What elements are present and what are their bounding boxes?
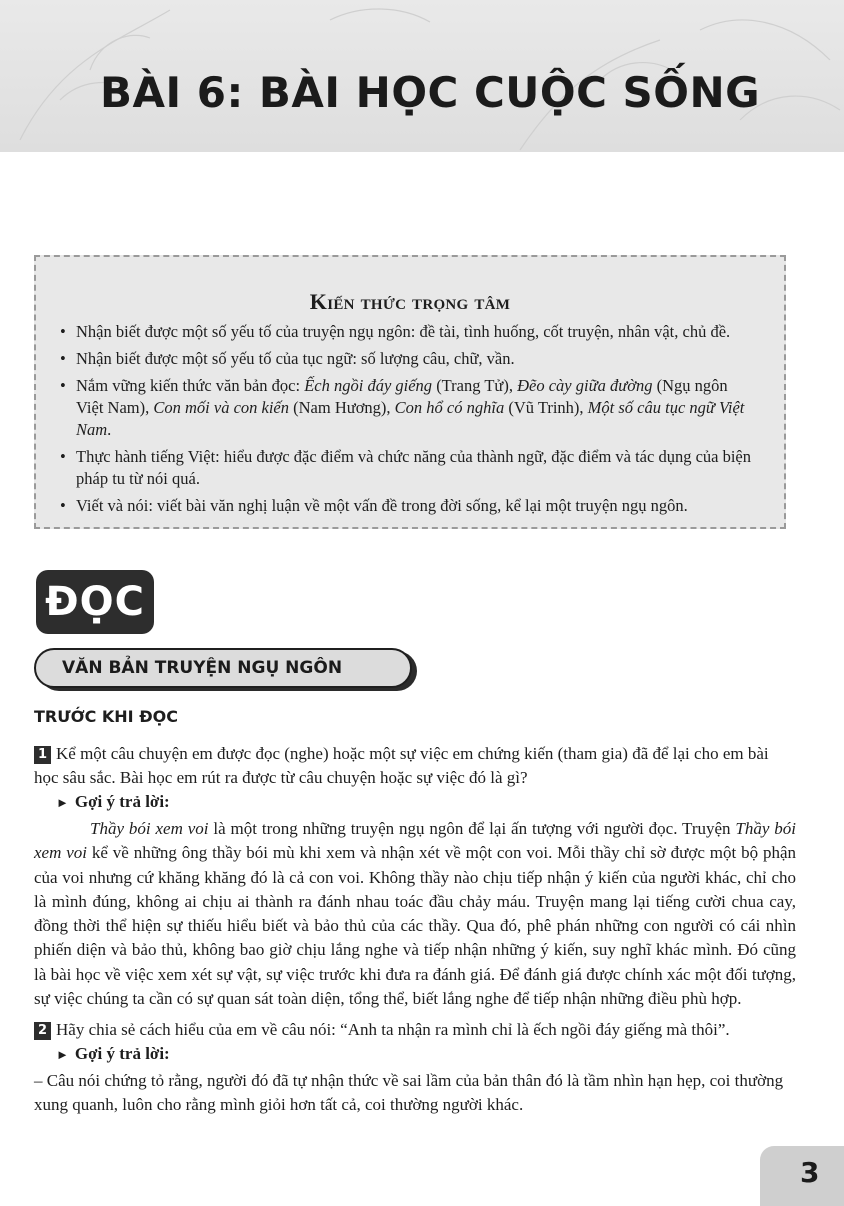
- question-1-prompt: [34, 742, 796, 790]
- answer-text: kể về những ông thầy bói mù khi xem và nhận xét về một con voi. Mỗi thầy chỉ sờ được một bộ phận của voi nhưng cứ khăng khăng đó là cả con voi. Không thầy nào chịu tiếp nhận ý kiến của người khác, chỉ cho là mình đúng, không ai chịu ai thành ra đánh nhau toác đầu chảy máu. Truyện mang lại tiếng cười chua cay, đồng thời thể hiện sự thiếu hiểu biết và bảo thủ của các thầy. Qua đó, phê phán những con người có cái nhìn phiến diện và bảo thủ, không bao giờ chịu lắng nghe và tiếp nhận những ý kiến, suy nghĩ khác mình. Đó cũng là bài học về việc xem xét sự vật, sự việc trước khi đưa ra đánh giá. Để đánh giá được chính xác một đối tượng, sự việc chúng ta cần có sự quan sát toàn diện, tổng thể, biết lắng nghe để tiếp nhận những điều phù hợp.: [34, 843, 796, 1009]
- answer-1: [34, 817, 796, 1011]
- key-knowledge-text: .: [107, 420, 112, 439]
- triangle-right-icon: ►: [56, 795, 69, 810]
- question-2-prompt: [34, 1018, 796, 1042]
- key-knowledge-list: [36, 321, 784, 517]
- bullet-icon: •: [60, 376, 66, 395]
- key-knowledge-text: Ếch ngồi đáy giếng: [304, 376, 433, 395]
- section-label: VĂN BẢN TRUYỆN NGỤ NGÔN: [62, 658, 343, 678]
- page-number: 3: [800, 1156, 820, 1189]
- hint-label-2: ► Gợi ý trả lời:: [56, 1044, 170, 1063]
- key-knowledge-text: (Vũ Trinh),: [504, 398, 588, 417]
- header-band: [0, 0, 844, 152]
- key-knowledge-text: Nhận biết được một số yếu tố của tục ngữ: số lượng câu, chữ, vần.: [76, 349, 515, 368]
- question-number-badge: 1: [34, 746, 51, 764]
- question-2: [34, 1018, 796, 1117]
- key-knowledge-item: [60, 348, 754, 370]
- key-knowledge-text: (Trang Tử),: [432, 376, 518, 395]
- key-knowledge-text: Một số câu tục ngữ Việt Nam: [76, 398, 745, 439]
- key-knowledge-title: Kiến thức trọng tâm: [309, 289, 511, 314]
- key-knowledge-text: (Ngụ ngôn Việt Nam),: [76, 376, 728, 417]
- key-knowledge-text: Con mối và con kiến: [153, 398, 290, 417]
- question-2-text: Hãy chia sẻ cách hiểu của em về câu nói: “Anh ta nhận ra mình chỉ là ếch ngồi đáy giếng mà thôi”.: [56, 1020, 730, 1039]
- key-knowledge-item: [60, 321, 754, 343]
- key-knowledge-text: Nắm vững kiến thức văn bản đọc:: [76, 376, 305, 395]
- key-knowledge-item: [60, 375, 754, 441]
- hint-label-1: ► Gợi ý trả lời:: [56, 792, 170, 811]
- triangle-right-icon: ►: [56, 1047, 69, 1062]
- key-knowledge-text: Con hổ có nghĩa: [394, 398, 505, 417]
- answer-2: [34, 1069, 796, 1117]
- question-1: [34, 742, 796, 1011]
- key-knowledge-item: [60, 446, 754, 490]
- key-knowledge-text: Đẽo cày giữa đường: [517, 376, 653, 395]
- section-label-pill: [34, 648, 412, 688]
- key-knowledge-box: [34, 255, 786, 529]
- bullet-icon: •: [60, 496, 66, 515]
- key-knowledge-text: Thực hành tiếng Việt: hiểu được đặc điểm và chức năng của thành ngữ, đặc điểm và tác dụng của biện pháp tu từ nói quá.: [76, 447, 752, 488]
- before-reading-heading: TRƯỚC KHI ĐỌC: [34, 707, 178, 726]
- key-knowledge-text: Nhận biết được một số yếu tố của truyện ngụ ngôn: đề tài, tình huống, cốt truyện, nhân vật, chủ đề.: [76, 322, 731, 341]
- key-knowledge-text: Viết và nói: viết bài văn nghị luận về một vấn đề trong đời sống, kể lại một truyện ngụ ngôn.: [76, 496, 688, 515]
- bullet-icon: •: [60, 349, 66, 368]
- answer-text: Thầy bói xem voi: [34, 819, 797, 863]
- key-knowledge-text: (Nam Hương),: [289, 398, 395, 417]
- answer-text: – Câu nói chứng tỏ rằng, người đó đã tự nhận thức về sai lầm của bản thân đó là tầm nhìn hạn hẹp, coi thường xung quanh, luôn cho rằng mình giỏi hơn tất cả, coi thường người khác.: [34, 1071, 784, 1114]
- question-number-badge: 2: [34, 1022, 51, 1040]
- reading-heading: ĐỌC: [45, 579, 145, 625]
- bullet-icon: •: [60, 447, 66, 466]
- bullet-icon: •: [60, 322, 66, 341]
- answer-text: là một trong những truyện ngụ ngôn để lại ấn tượng với người đọc. Truyện: [208, 819, 736, 838]
- question-1-text: Kể một câu chuyện em được đọc (nghe) hoặc một sự việc em chứng kiến (tham gia) đã để lại cho em bài học sâu sắc. Bài học em rút ra được từ câu chuyện hoặc sự việc đó là gì?: [34, 744, 769, 787]
- reading-heading-block: [36, 570, 154, 634]
- lesson-title: BÀI 6: BÀI HỌC CUỘC SỐNG: [100, 68, 761, 117]
- key-knowledge-item: [60, 495, 754, 517]
- answer-text: Thầy bói xem voi: [90, 819, 209, 838]
